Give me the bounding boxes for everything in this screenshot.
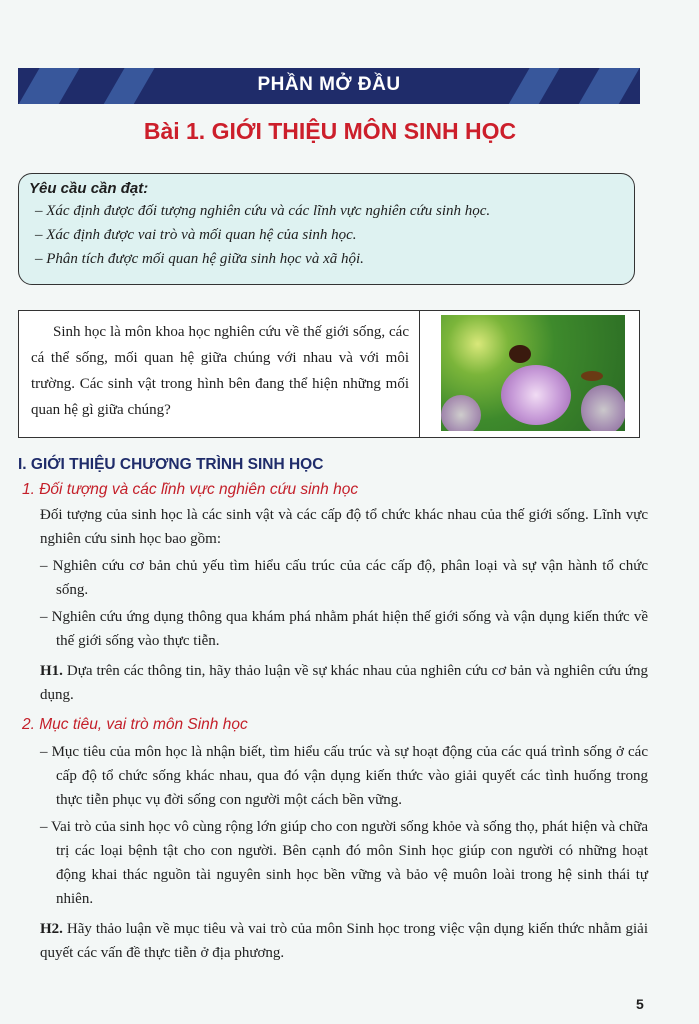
bullet-item: – Mục tiêu của môn học là nhận biết, tìm hiểu cấu trúc và sự hoạt động của các quá trình sống ở các cấp độ tổ chức sống khác nhau, qua đó vận dụng kiến thức vào giải quyết các tình huống trong thực tiễn phục vụ đời sống con người một cách bền vững. <box>40 744 648 808</box>
part-title: PHẦN MỞ ĐẦU <box>257 74 401 95</box>
subsection-heading-1: 1. Đối tượng và các lĩnh vực nghiên cứu sinh học <box>22 481 359 498</box>
bee-flower-photo <box>441 315 625 431</box>
question-h2 <box>40 917 648 965</box>
bullet-item: – Nghiên cứu ứng dụng thông qua khám phá nhằm phát hiện thế giới sống và vận dụng kiến thức về thế giới sống vào thực tiễn. <box>40 609 648 649</box>
bullet-item: – Nghiên cứu cơ bản chủ yếu tìm hiểu cấu trúc của các cấp độ, phân loại và sự vận hành tổ chức sống. <box>40 558 648 598</box>
bee-shape <box>581 371 603 381</box>
requirement-item: – Phân tích được mối quan hệ giữa sinh học và xã hội. <box>35 251 364 267</box>
requirements-box <box>18 173 635 285</box>
question-label: H1. <box>40 663 63 679</box>
flower-shape <box>581 385 625 431</box>
question-label: H2. <box>40 921 63 937</box>
section-content <box>18 454 648 965</box>
bullet-item: – Vai trò của sinh học vô cùng rộng lớn giúp cho con người sống khỏe và sống thọ, phát hiện và chữa trị các loại bệnh tật cho con người. Bên cạnh đó môn Sinh học giúp con người có những hoạt động khai thác nguồn tài nguyên sinh học bền vững và bảo vệ muôn loài trong hệ sinh thái tự nhiên. <box>40 819 648 907</box>
question-h1 <box>40 659 648 707</box>
part-banner <box>18 68 640 104</box>
flower-shape <box>441 395 481 431</box>
requirement-item: – Xác định được đối tượng nghiên cứu và các lĩnh vực nghiên cứu sinh học. <box>35 203 491 219</box>
question-text: Hãy thảo luận về mục tiêu và vai trò của môn Sinh học trong việc vận dụng kiến thức nhằm giải quyết các vấn đề thực tiễn ở địa phương. <box>40 921 648 961</box>
requirement-item: – Xác định được vai trò và mối quan hệ của sinh học. <box>35 227 357 243</box>
section-heading: I. GIỚI THIỆU CHƯƠNG TRÌNH SINH HỌC <box>18 456 324 473</box>
lesson-title: Bài 1. GIỚI THIỆU MÔN SINH HỌC <box>143 118 517 144</box>
requirements-heading: Yêu cầu cần đạt: <box>29 180 149 197</box>
intro-box <box>18 310 640 438</box>
paragraph: Đối tượng của sinh học là các sinh vật và các cấp độ tổ chức khác nhau của thế giới sống. Lĩnh vực nghiên cứu sinh học bao gồm: <box>40 507 648 547</box>
question-text: Dựa trên các thông tin, hãy thảo luận về sự khác nhau của nghiên cứu cơ bản và nghiên cứu ứng dụng. <box>40 663 648 703</box>
page-number: 5 <box>636 996 644 1012</box>
flower-shape <box>501 365 571 425</box>
bee-shape <box>509 345 531 363</box>
subsection-heading-2: 2. Mục tiêu, vai trò môn Sinh học <box>22 716 248 733</box>
intro-text: Sinh học là môn khoa học nghiên cứu về thế giới sống, các cá thể sống, mối quan hệ giữa chúng với nhau và với môi trường. Các sinh vật trong hình bên đang thể hiện những mối quan hệ gì giữa chúng? <box>19 311 420 437</box>
